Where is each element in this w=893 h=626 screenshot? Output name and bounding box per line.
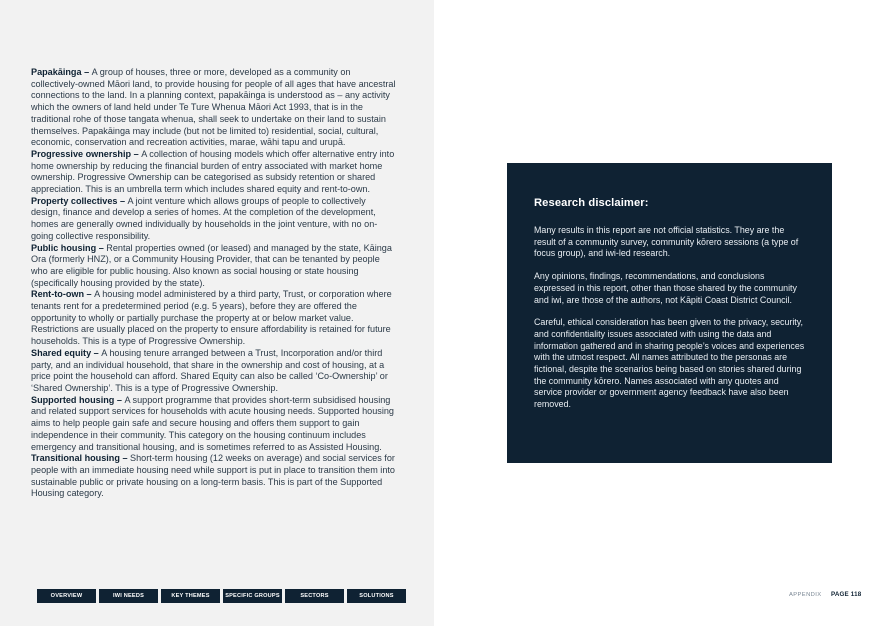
research-disclaimer-box [507,163,832,463]
glossary-term: Transitional housing – [31,453,131,464]
glossary-term: Supported housing – [31,394,125,405]
glossary-definition: A joint venture which allows groups of people to collectively design, finance and develop a series of homes. At the completion of the development, homes are generally owned individually by households in the joint venture, with no on-going collective responsibility. [31,195,378,241]
footer-section-label: APPENDIX [789,592,822,598]
glossary-definition: Rental properties owned (or leased) and managed by the state, Kāinga Ora (formerly HNZ), or a Community Housing Provider, that can be tenanted by people who are eligible for public housing. Also known as social housing or state housing (specifically housing provided by the state). [31,242,392,288]
glossary-entry-supported-housing [31,395,396,454]
nav-iwi-needs-button[interactable]: IWI NEEDS [99,589,158,603]
glossary-entry-papakainga [31,67,396,149]
nav-key-themes-button[interactable]: KEY THEMES [161,589,220,603]
glossary-entry-public-housing [31,243,396,290]
page-number: PAGE 118 [831,591,862,598]
glossary-entry-shared-equity [31,348,396,395]
glossary-definition: Short-term housing (12 weeks on average) and social services for people with an immediate housing need while support is put in place to transition them into sustainable public or private housing on a long-term basis. This is part of the Supported Housing category. [31,453,395,499]
glossary-entry-transitional-housing [31,453,396,500]
glossary-term: Progressive ownership – [31,148,142,159]
disclaimer-title: Research disclaimer: [534,197,649,209]
glossary-term: Papakāinga – [31,67,92,77]
nav-sectors-button[interactable]: SECTORS [285,589,344,603]
glossary-term: Rent-to-own – [31,289,95,300]
glossary-definition: A support programme that provides short-term subsidised housing and related support services for households with acute housing needs. Supported housing aims to help people gain safe and secure housing and offers them support to gain independence in their community. This category on the housing continuum includes emergency and transitional housing, and is sometimes referred to as Assisted Housing. [31,394,394,452]
glossary-term: Public housing – [31,242,107,253]
disclaimer-paragraph: Careful, ethical consideration has been given to the privacy, security, and confidentiality issues associated with using the data and information gathered and in sharing people’s voices and experiences with the utmost respect. All names attributed to the personas are fictional, despite the scenarios being based on stories shared during the community kōrero. Names associated with any quotes and service provider or government agency feedback have also been removed. [534,317,805,410]
glossary-definition: A housing model administered by a third party, Trust, or corporation where tenants rent for a predetermined period (e.g. 5 years), before they are offered the opportunity to wholly or partially purchase the property at or below market value. Restrictions are usually placed on the property to ensure affordability is retained for future households. This is a type of Progressive Ownership. [31,289,392,347]
glossary-entry-property-collectives [31,196,396,243]
glossary-entry-progressive-ownership [31,149,396,196]
glossary-definition: A group of houses, three or more, developed as a community on collectively-owned Māori land, to provide housing for people of all ages that have ancestral connections to the land. In a planning context, papakāinga is understood as – any activity which the owners of land held under Te Ture Whenua Māori Act 1993, that is in the traditional rohe of those tangata whenua, shall seek to undertake on their land to sustain themselves. Papakāinga may include (but not be limited to) residential, social, cultural, economic, conservation and recreation activities, marae, wāhi tapu and urupā. [31,67,396,148]
nav-solutions-button[interactable]: SOLUTIONS [347,589,406,603]
nav-overview-button[interactable]: OVERVIEW [37,589,96,603]
glossary-term: Shared equity – [31,347,102,358]
disclaimer-paragraph: Any opinions, findings, recommendations, and conclusions expressed in this report, other than those shared by the community and iwi, are those of the authors, not Kāpiti Coast District Council. [534,271,797,305]
section-nav [37,589,406,603]
glossary-definition: A collection of housing models which offer alternative entry into home ownership by reducing the financial burden of entry associated with market home ownership. Progressive Ownership can be categorised as subsidy retention or shared appreciation. This is an umbrella term which includes shared equity and rent-to-own. [31,148,395,195]
glossary-term: Property collectives – [31,195,128,206]
nav-specific-groups-button[interactable]: SPECIFIC GROUPS [223,589,282,603]
disclaimer-paragraph: Many results in this report are not official statistics. They are the result of a community survey, community kōrero sessions (a type of focus group), and iwi-led research. [534,225,799,259]
glossary-definition: A housing tenure arranged between a Trust, Incorporation and/or third party, and an individual household, that share in the ownership and cost of housing, at a price point the household can afford. Shared Equity can also be called ‘Co-Ownership’ or ‘Shared Ownership’. This is a type of Progressive Ownership. [31,347,388,393]
glossary-entry-rent-to-own [31,289,396,348]
glossary [31,67,396,500]
